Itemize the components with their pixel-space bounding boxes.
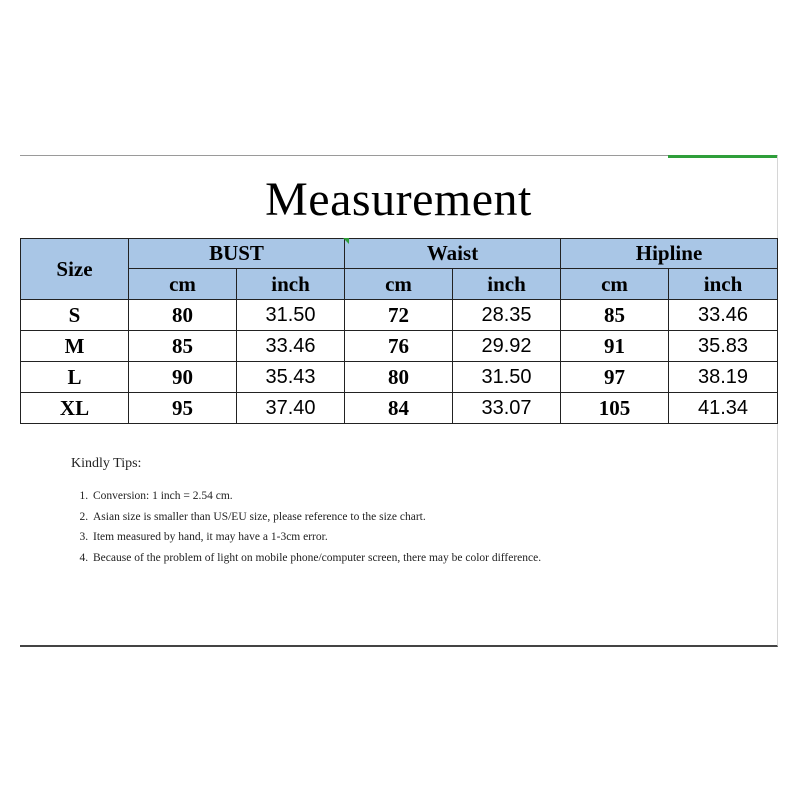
size-chart-table bbox=[20, 238, 778, 424]
tip-item: 3. Item measured by hand, it may have a 1-3cm error. bbox=[91, 527, 591, 548]
table-row bbox=[21, 362, 778, 393]
unit-header: cm bbox=[129, 269, 237, 300]
value-cell: 76 bbox=[345, 331, 453, 362]
unit-header: inch bbox=[669, 269, 778, 300]
unit-header: cm bbox=[561, 269, 669, 300]
value-cell: 35.83 bbox=[669, 331, 778, 362]
value-cell: 31.50 bbox=[237, 300, 345, 331]
size-cell: M bbox=[21, 331, 129, 362]
value-cell: 38.19 bbox=[669, 362, 778, 393]
value-cell: 105 bbox=[561, 393, 669, 424]
value-cell: 72 bbox=[345, 300, 453, 331]
value-cell: 80 bbox=[129, 300, 237, 331]
table-row bbox=[21, 331, 778, 362]
value-cell: 95 bbox=[129, 393, 237, 424]
group-header-waist: Waist bbox=[345, 239, 561, 269]
value-cell: 80 bbox=[345, 362, 453, 393]
value-cell: 41.34 bbox=[669, 393, 778, 424]
kindly-tips bbox=[71, 456, 591, 568]
group-header-hipline: Hipline bbox=[561, 239, 778, 269]
cell-comment-indicator bbox=[343, 238, 349, 244]
unit-header: cm bbox=[345, 269, 453, 300]
tip-item: 4. Because of the problem of light on mobile phone/computer screen, there may be color difference. bbox=[91, 548, 591, 569]
value-cell: 90 bbox=[129, 362, 237, 393]
tips-title: Kindly Tips: bbox=[71, 456, 142, 471]
value-cell: 33.46 bbox=[237, 331, 345, 362]
value-cell: 85 bbox=[129, 331, 237, 362]
table-row bbox=[21, 393, 778, 424]
unit-header: inch bbox=[453, 269, 561, 300]
size-cell: S bbox=[21, 300, 129, 331]
size-cell: L bbox=[21, 362, 129, 393]
value-cell: 28.35 bbox=[453, 300, 561, 331]
value-cell: 31.50 bbox=[453, 362, 561, 393]
value-cell: 84 bbox=[345, 393, 453, 424]
tips-list bbox=[71, 486, 591, 568]
tip-item: 2. Asian size is smaller than US/EU size, please reference to the size chart. bbox=[91, 507, 591, 528]
table-row bbox=[21, 300, 778, 331]
value-cell: 91 bbox=[561, 331, 669, 362]
page-title: Measurement bbox=[265, 173, 532, 226]
tip-item: 1. Conversion: 1 inch = 2.54 cm. bbox=[91, 486, 591, 507]
value-cell: 37.40 bbox=[237, 393, 345, 424]
unit-header: inch bbox=[237, 269, 345, 300]
value-cell: 85 bbox=[561, 300, 669, 331]
size-cell: XL bbox=[21, 393, 129, 424]
group-header-bust: BUST bbox=[129, 239, 345, 269]
value-cell: 33.07 bbox=[453, 393, 561, 424]
selection-marker bbox=[668, 155, 777, 158]
value-cell: 29.92 bbox=[453, 331, 561, 362]
value-cell: 97 bbox=[561, 362, 669, 393]
size-header: Size bbox=[21, 239, 129, 300]
value-cell: 35.43 bbox=[237, 362, 345, 393]
value-cell: 33.46 bbox=[669, 300, 778, 331]
